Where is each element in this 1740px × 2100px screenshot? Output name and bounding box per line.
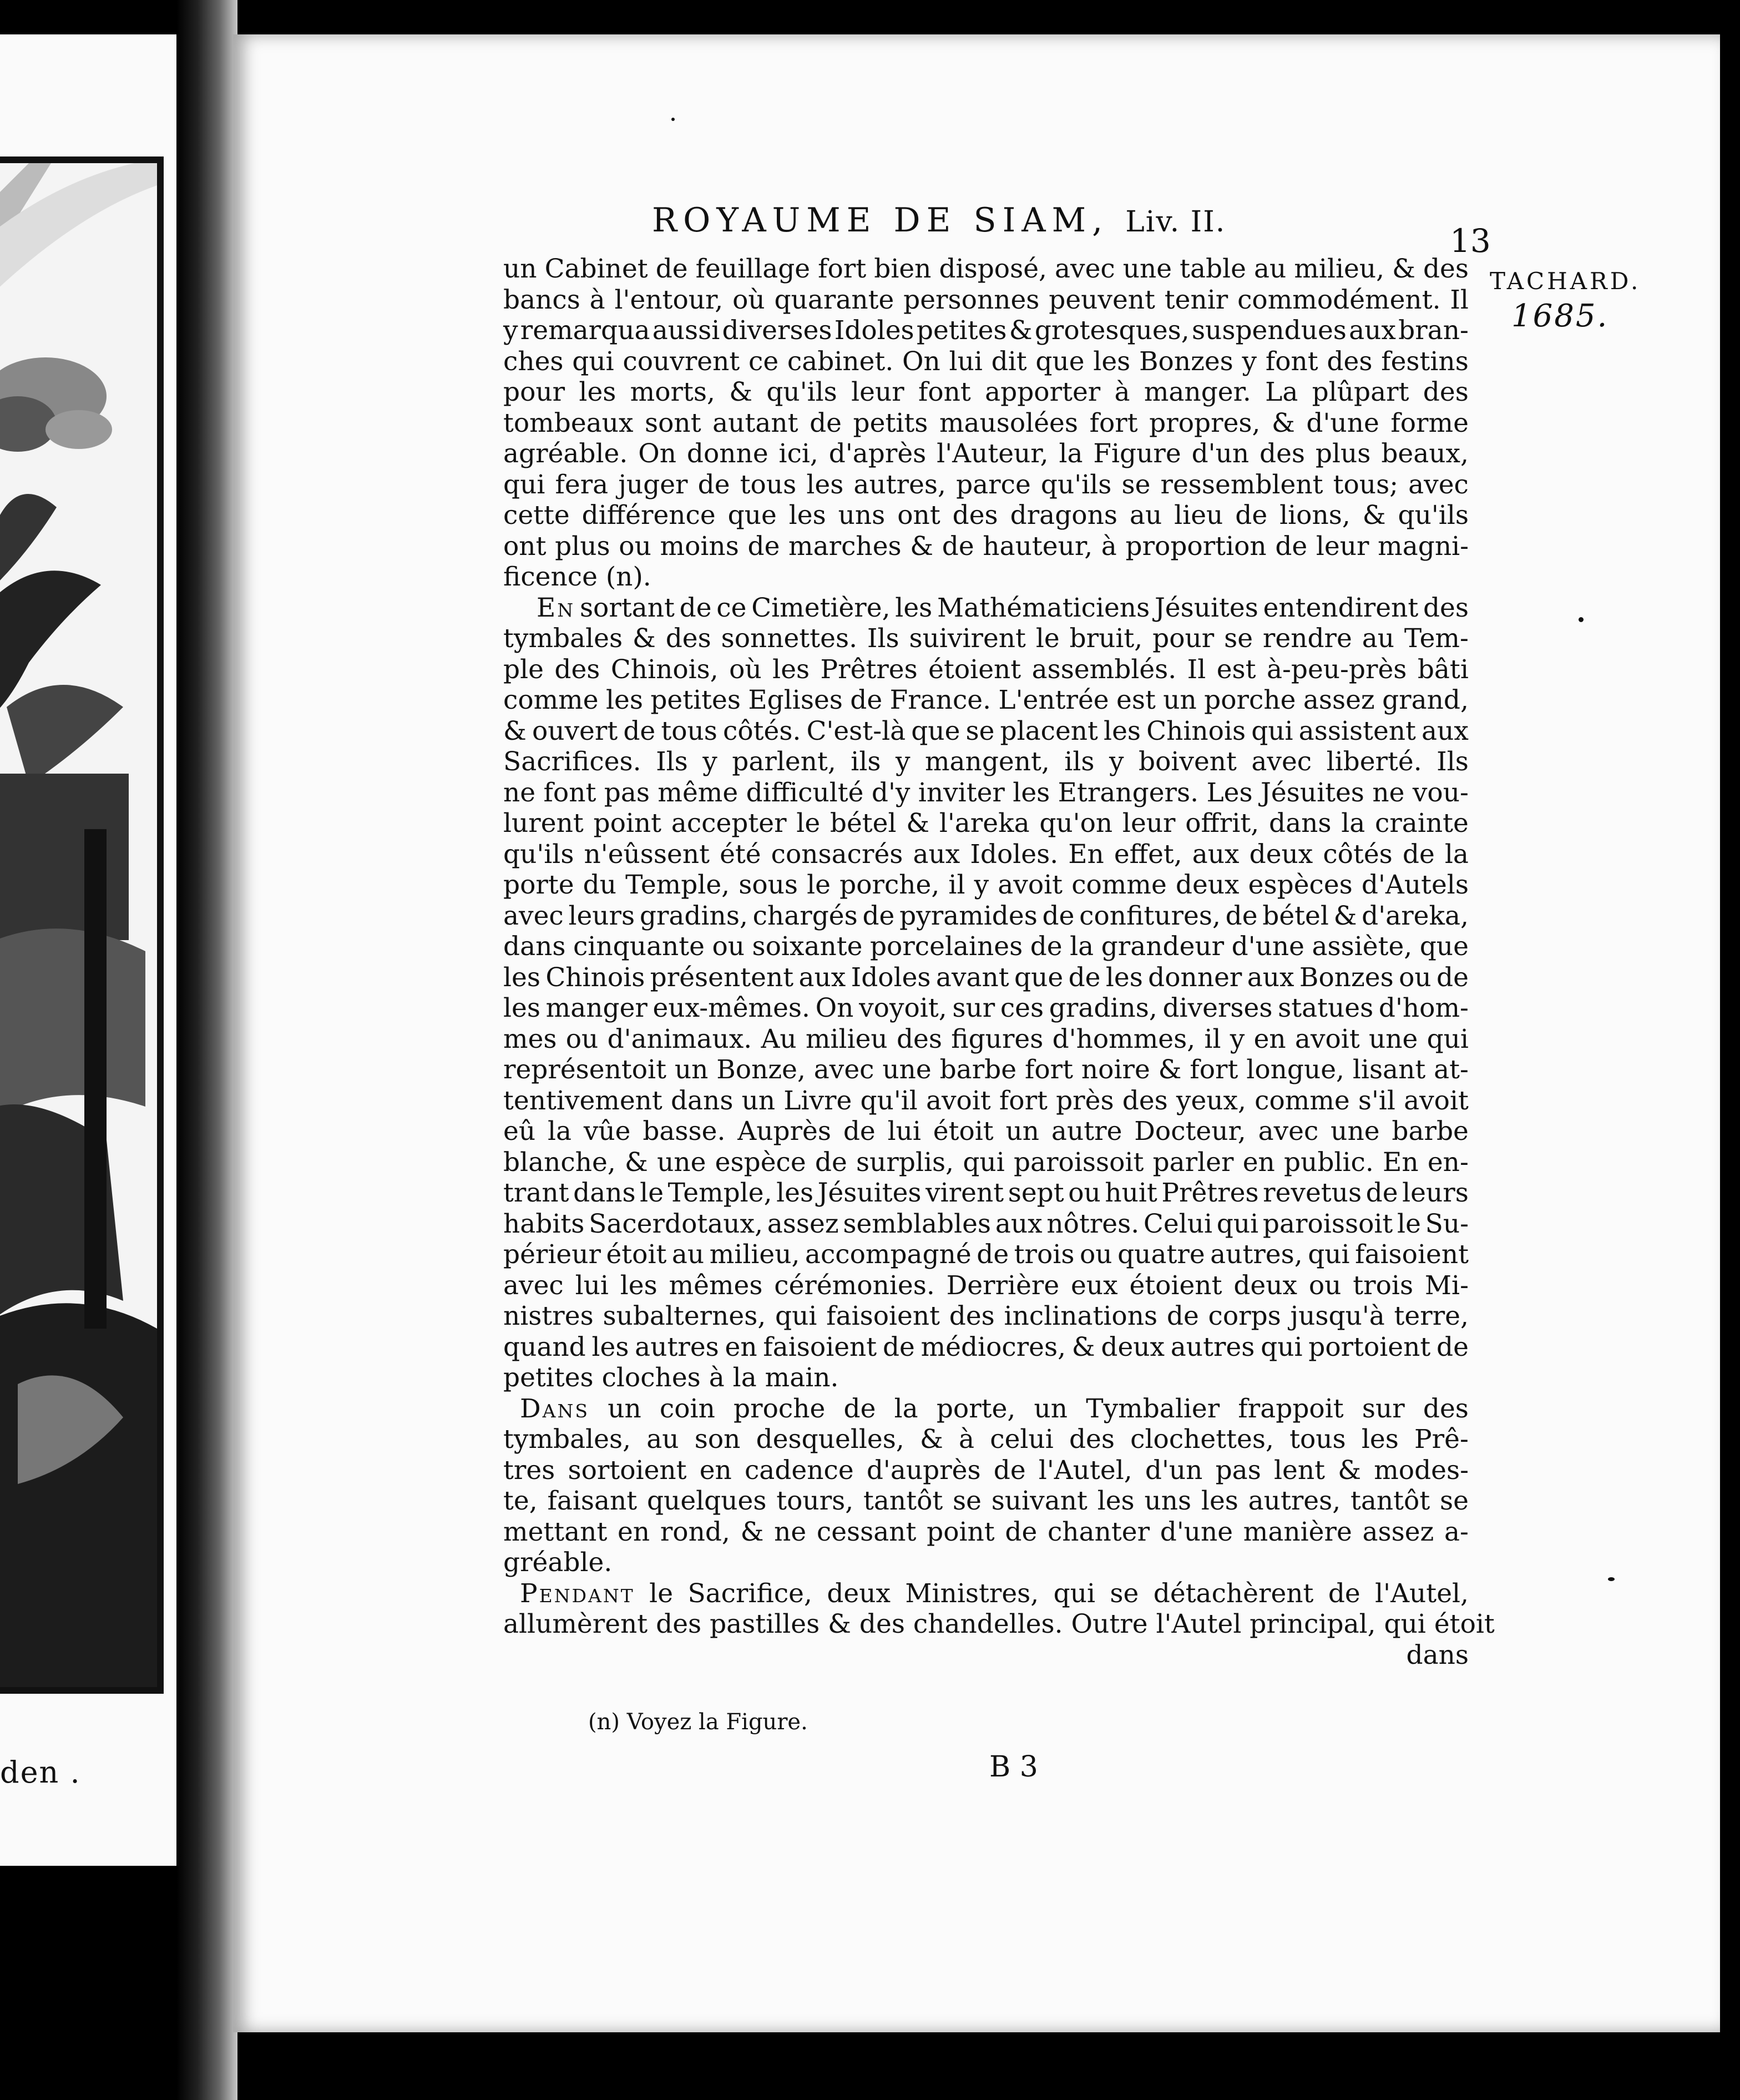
text-line: quand les autres en faisoient de médiocres, & deux autres qui portoient de <box>503 1331 1469 1362</box>
text-line: comme les petites Eglises de France. L'entrée est un porche assez grand, <box>503 685 1469 715</box>
text-line: ont plus ou moins de marches & de hauteur, à proportion de leur magni- <box>503 531 1469 562</box>
text-line: te, faisant quelques tours, tantôt se suivant les uns les autres, tantôt se <box>503 1486 1469 1516</box>
text-line: tymbales, au son desquelles, & à celui des clochettes, tous les Prê- <box>503 1424 1469 1455</box>
catchword-text: dans <box>1406 1639 1469 1670</box>
text-line: mes ou d'animaux. Au milieu des figures d'hommes, il y en avoit une qui <box>503 1023 1469 1054</box>
body-text <box>503 254 1495 1670</box>
text-line: les Chinois présentent aux Idoles avant que de les donner aux Bonzes ou de <box>503 962 1469 993</box>
plate-caption: den . <box>0 1755 81 1790</box>
running-head-book: Liv. II. <box>1125 205 1226 239</box>
text-line: qu'ils n'eûssent été consacrés aux Idoles. En effet, aux deux côtés de la <box>503 839 1469 870</box>
text-line: petites cloches à la main. <box>503 1362 839 1393</box>
paragraph-1 <box>503 254 1469 593</box>
text-line: mettant en rond, & ne cessant point de chanter d'une manière assez a- <box>503 1516 1469 1547</box>
text-line: Dans un coin proche de la porte, un Tymbalier frappoit sur des <box>520 1393 1469 1424</box>
text-line: avec leurs gradins, chargés de pyramides de confitures, de bétel & d'areka, <box>503 900 1469 931</box>
text-line: tentivement dans un Livre qu'il avoit fort près des yeux, comme s'il avoit <box>503 1085 1469 1116</box>
text-line: porte du Temple, sous le porche, il y avoit comme deux espèces d'Autels <box>503 870 1469 900</box>
text-line: Pendant le Sacrifice, deux Ministres, qui se détachèrent de l'Autel, <box>520 1578 1469 1609</box>
text-line: pour les morts, & qu'ils leur font apporter à manger. La plûpart des <box>503 377 1469 407</box>
text-line: & ouvert de tous côtés. C'est-là que se placent les Chinois qui assistent aux <box>503 715 1469 746</box>
text-line: avec lui les mêmes cérémonies. Derrière eux étoient deux ou trois Mi- <box>503 1270 1469 1301</box>
text-line: blanche, & une espèce de surplis, qui paroissoit parler en public. En en- <box>503 1147 1469 1178</box>
text-line: périeur étoit au milieu, accompagné de trois ou quatre autres, qui faisoient <box>503 1239 1469 1270</box>
running-head-title: ROYAUME DE SIAM, <box>652 201 1109 240</box>
text-line: ne font pas même difficulté d'y inviter les Etrangers. Les Jésuites ne vou- <box>503 777 1469 808</box>
text-line: un Cabinet de feuillage fort bien disposé, avec une table au milieu, & des <box>503 254 1469 284</box>
marginal-year: 1685. <box>1511 298 1609 334</box>
page-number: 13 <box>1450 222 1491 260</box>
text-line: agréable. On donne ici, d'après l'Auteur, la Figure d'un des plus beaux, <box>503 438 1469 469</box>
engraving-illustration <box>0 163 157 1687</box>
text-line: les manger eux-mêmes. On voyoit, sur ces gradins, diverses statues d'hom- <box>503 993 1469 1023</box>
paragraph-lead-word: Pendant <box>520 1578 635 1609</box>
engraving-plate <box>0 157 164 1694</box>
footnote: (n) Voyez la Figure. <box>588 1709 808 1735</box>
text-line: trant dans le Temple, les Jésuites virent sept ou huit Prêtres revetus de leurs <box>503 1178 1469 1208</box>
running-head <box>652 201 1226 240</box>
text-line: allumèrent des pastilles & des chandelles. Outre l'Autel principal, qui étoit <box>503 1609 1495 1639</box>
marginal-author: TACHARD. <box>1490 267 1641 295</box>
text-line: tombeaux sont autant de petits mausolées fort propres, & d'une forme <box>503 407 1469 438</box>
text-line: qui fera juger de tous les autres, parce qu'ils se ressemblent tous; avec <box>503 469 1469 500</box>
paragraph-4 <box>503 1578 1495 1640</box>
book-gutter <box>176 0 237 2100</box>
catchword <box>503 1640 1469 1671</box>
text-line: ficence (n). <box>503 562 651 592</box>
text-line: habits Sacerdotaux, assez semblables aux nôtres. Celui qui paroissoit le Su- <box>503 1208 1469 1239</box>
text-line: tymbales & des sonnettes. Ils suivirent le bruit, pour se rendre au Tem- <box>503 623 1469 654</box>
text-line: En sortant de ce Cimetière, les Mathématiciens Jésuites entendirent des <box>537 592 1469 623</box>
paragraph-lead-word: En <box>537 592 575 623</box>
text-line: nistres subalternes, qui faisoient des inclinations de corps jusqu'à terre, <box>503 1301 1469 1331</box>
text-line: dans cinquante ou soixante porcelaines de la grandeur d'une assiète, que <box>503 931 1469 962</box>
text-line: tres sortoient en cadence d'auprès de l'Autel, d'un pas lent & modes- <box>503 1455 1469 1486</box>
paragraph-2 <box>503 593 1469 1394</box>
ink-speck <box>1579 617 1584 622</box>
text-line: bancs à l'entour, où quarante personnes peuvent tenir commodément. Il <box>503 284 1469 315</box>
facing-page <box>0 34 176 1866</box>
signature-mark: B 3 <box>989 1750 1038 1784</box>
paragraph-3 <box>503 1394 1469 1578</box>
text-line: ches qui couvrent ce cabinet. On lui dit que les Bonzes y font des festins <box>503 346 1469 377</box>
text-line: eû la vûe basse. Auprès de lui étoit un autre Docteur, avec une barbe <box>503 1116 1469 1147</box>
right-page <box>233 34 1720 2032</box>
ink-speck <box>1608 1577 1615 1581</box>
text-line: ple des Chinois, où les Prêtres étoient assemblés. Il est à-peu-près bâti <box>503 654 1469 685</box>
paragraph-lead-word: Dans <box>520 1393 589 1424</box>
text-line: lurent point accepter le bétel & l'areka qu'on leur offrit, dans la crainte <box>503 808 1469 839</box>
text-line: cette différence que les uns ont des dragons au lieu de lions, & qu'ils <box>503 500 1469 531</box>
text-line: représentoit un Bonze, avec une barbe fort noire & fort longue, lisant at- <box>503 1054 1469 1085</box>
text-line: gréable. <box>503 1547 613 1578</box>
text-line: y remarqua aussi diverses Idoles petites & grotesques, suspendues aux bran- <box>503 315 1469 346</box>
ink-speck <box>671 118 675 121</box>
text-line: Sacrifices. Ils y parlent, ils y mangent, ils y boivent avec liberté. Ils <box>503 746 1469 777</box>
